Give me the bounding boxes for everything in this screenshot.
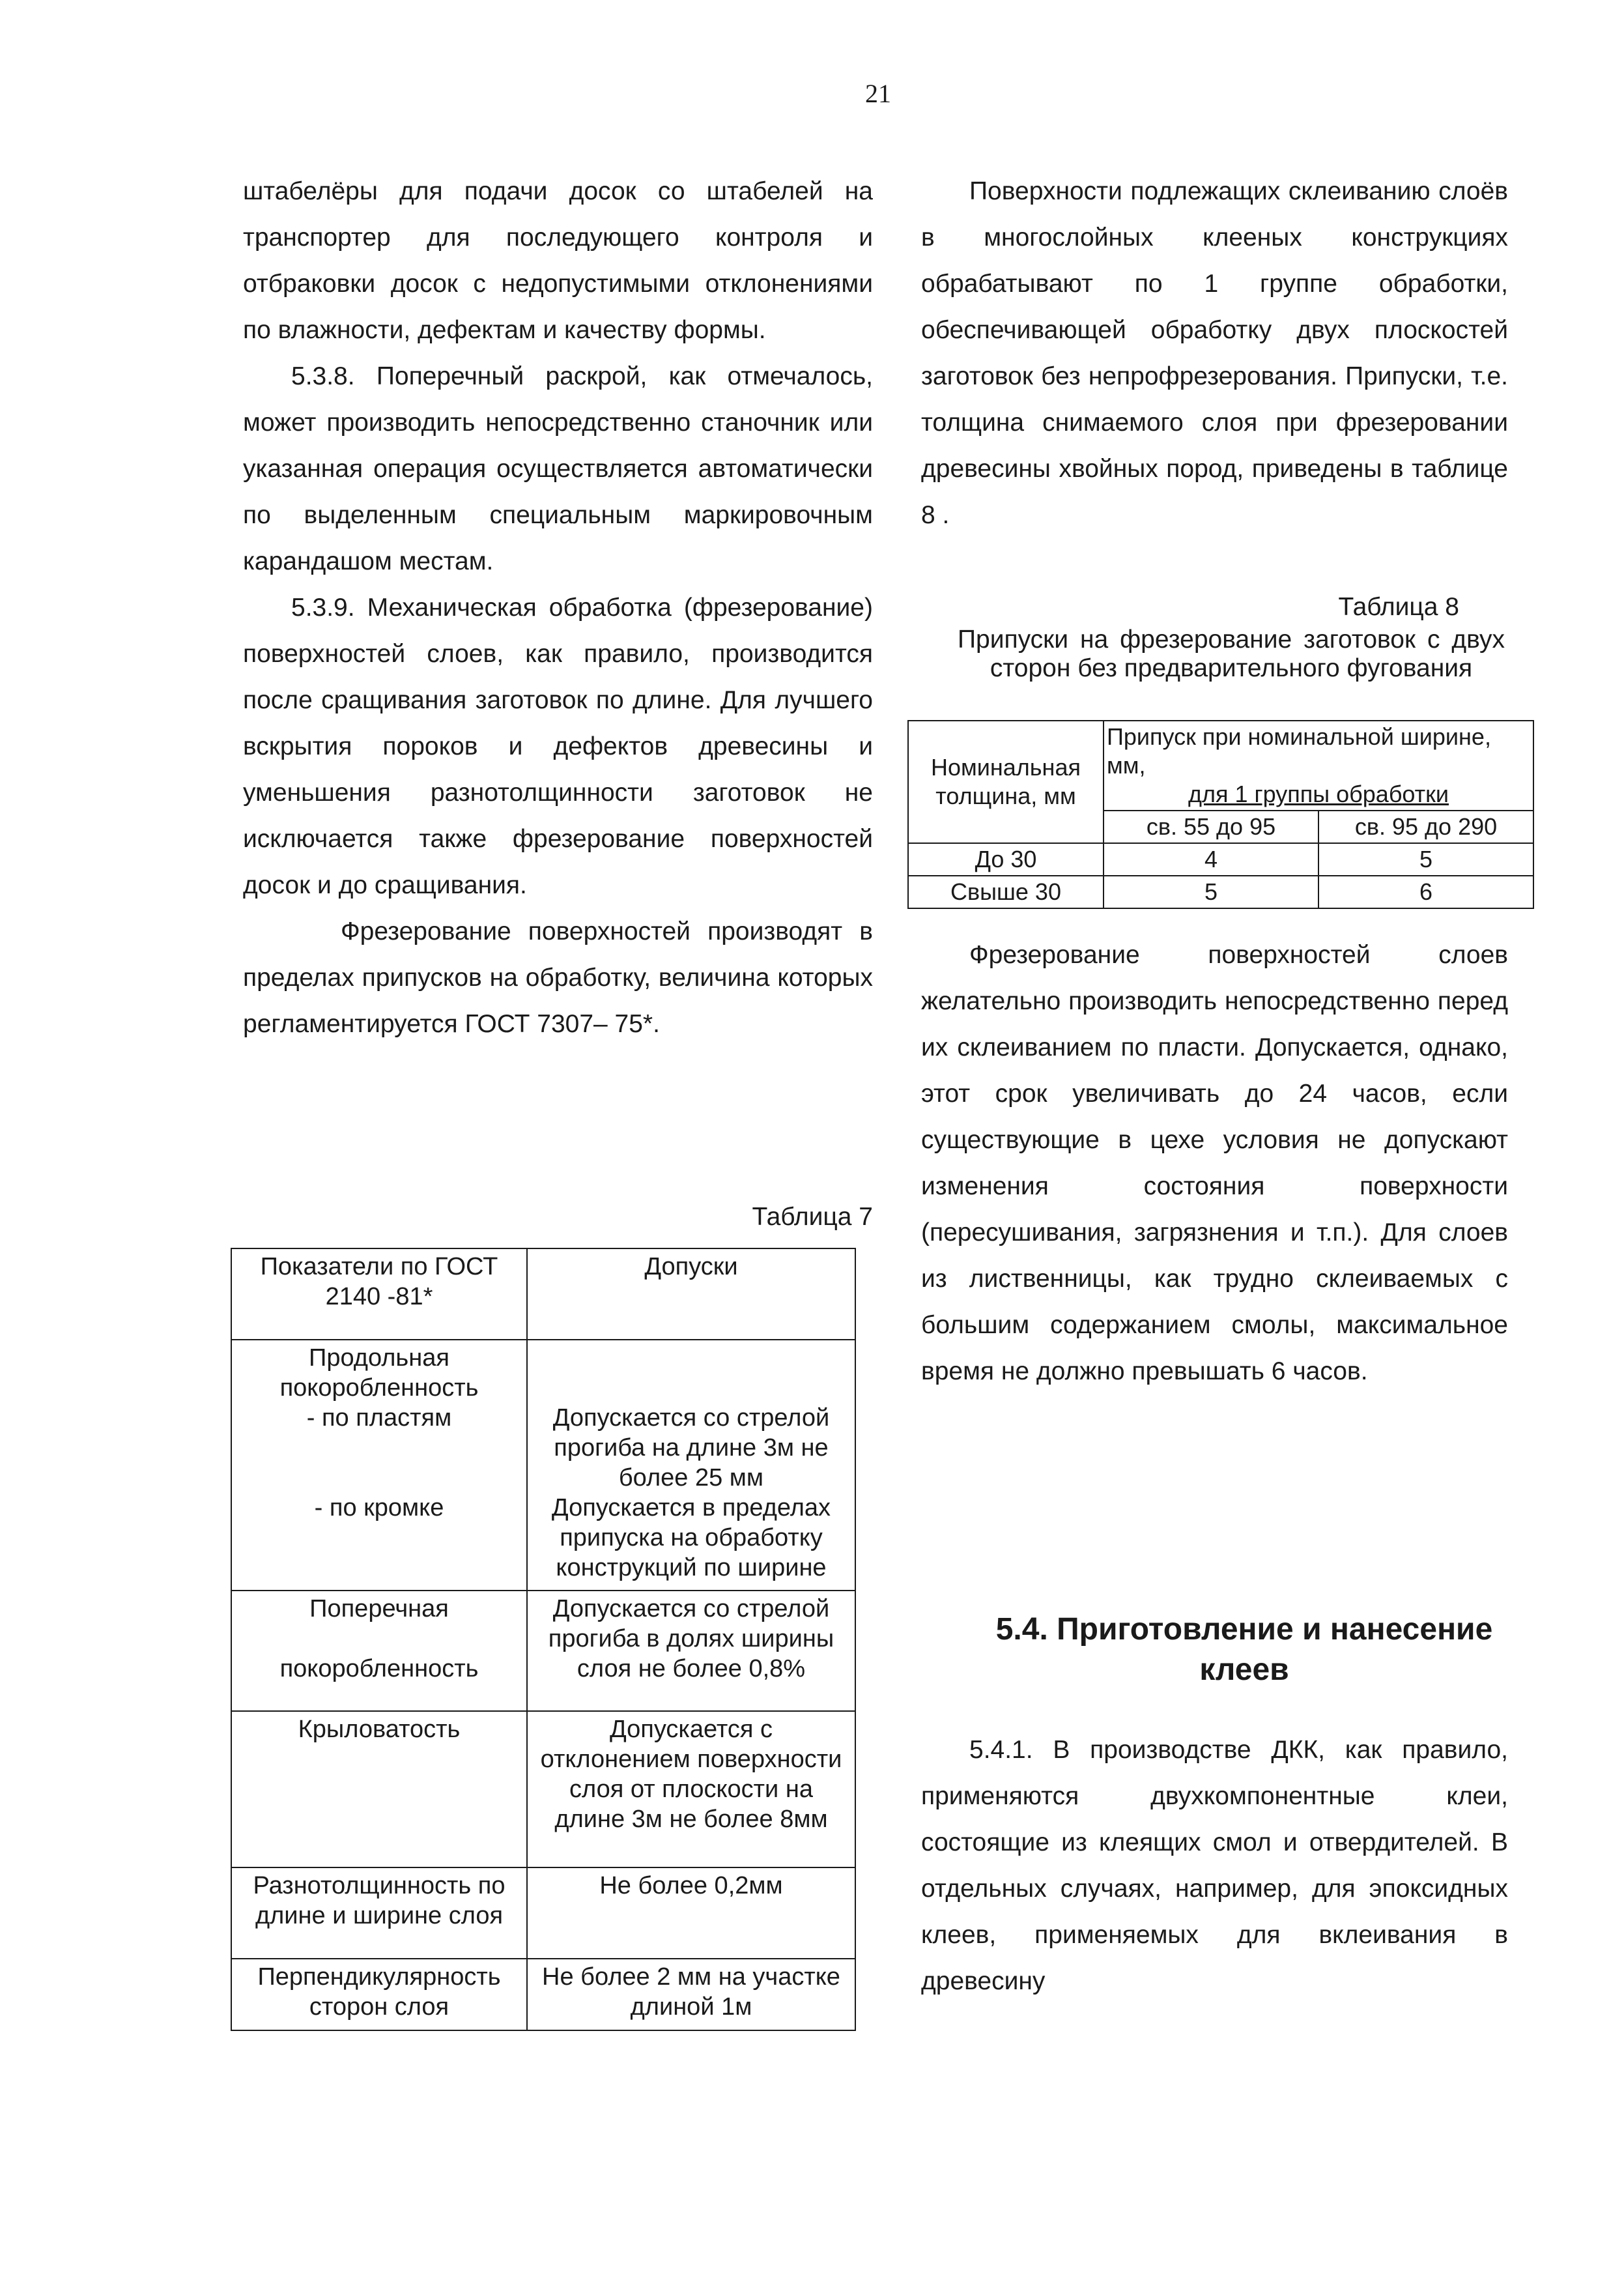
table-header-cell: св. 55 до 95: [1104, 811, 1318, 843]
table-row: [231, 1867, 855, 1959]
table-cell: Крыловатость: [231, 1711, 527, 1867]
right-column-2: [921, 932, 1508, 1394]
table7: [231, 1248, 856, 2031]
table-cell: Допускается со стрелой прогиба на длине 3м не более 25 мм Допускается в пределах припуска на обработку конструкций по ширине: [527, 1340, 855, 1591]
table8-title: Припуски на фрезерование заготовок с двух сторон без предварительного фугования: [958, 626, 1505, 682]
table-row: [231, 1591, 855, 1711]
table-row: [908, 876, 1533, 908]
paragraph: штабелёры для подачи досок со штабелей на транспортер для последующего контроля и отбраковки досок с недопустимыми отклонениями по влажности, дефектам и качеству формы.: [243, 177, 873, 344]
table-cell: 4: [1104, 843, 1318, 876]
table-cell: Не более 0,2мм: [527, 1867, 855, 1959]
table-cell: Допускается со стрелой прогиба в долях ширины слоя не более 0,8%: [527, 1591, 855, 1711]
table-row: [231, 1959, 855, 2030]
table-cell: Не более 2 мм на участке длиной 1м: [527, 1959, 855, 2030]
table-header-cell: Номинальная толщина, мм: [908, 721, 1104, 843]
table8: [907, 720, 1534, 909]
section-heading: 5.4. Приготовление и нанесение клеев: [995, 1612, 1493, 1687]
table-row: [231, 1711, 855, 1867]
table-cell: Перпендикулярность сторон слоя: [231, 1959, 527, 2030]
table7-caption: Таблица 7: [752, 1203, 873, 1231]
table-cell: Продольная покоробленность - по пластям - по кромке: [231, 1340, 527, 1591]
table-row: [231, 1340, 855, 1591]
table-cell: 5: [1104, 876, 1318, 908]
paragraph: Поверхности подлежащих склеиванию слоёв в многослойных клееных конструкциях обрабатывают по 1 группе обработки, обеспечивающей обработку двух плоскостей заготовок без непрофрезерования. Припуски, т.е. толщина снимаемого слоя при фрезеровании древесины хвойных пород, приведены в таблице 8 .: [921, 177, 1508, 529]
page-number: 21: [865, 79, 891, 108]
table-header-row: [908, 721, 1533, 811]
table-cell: Разнотолщинность по длине и ширине слоя: [231, 1867, 527, 1959]
paragraph-5-3-9: 5.3.9. Механическая обработка (фрезерование) поверхностей слоев, как правило, производится после сращивания заготовок по длине. Для лучшего вскрытия пороков и дефектов древесины и уменьшения разнотолщинности заготовок не исключается также фрезерование поверхностей досок и до сращивания.: [243, 594, 873, 899]
table-row: [908, 843, 1533, 876]
table-cell: 6: [1318, 876, 1533, 908]
allowance-label: Припуск при номинальной ширине, мм,: [1107, 723, 1491, 779]
paragraph-5-3-8: 5.3.8. Поперечный раскрой, как отмечалось, может производить непосредственно станочник или указанная операция осуществляется автоматически по выделенным специальным маркировочным карандашом местам.: [243, 362, 873, 575]
paragraph: Фрезерование поверхностей производят в пределах припусков на обработку, величина которых регламентируется ГОСТ 7307– 75*.: [243, 917, 873, 1038]
right-column: [921, 168, 1508, 538]
paragraph-5-4-1: 5.4.1. В производстве ДКК, как правило, применяются двухкомпонентные клеи, состоящие из клеящих смол и отвердителей. В отдельных случаях, например, для эпоксидных клеев, применяемых для вклеивания в древесину: [921, 1736, 1508, 1995]
paragraph: Фрезерование поверхностей слоев желательно производить непосредственно перед их склеиванием по пласти. Допускается, однако, этот срок увеличивать до 24 часов, если существующие в цехе условия не допускают изменения состояния поверхности (пересушивания, загрязнения и т.п.). Для слоев из лиственницы, как трудно склеиваемых с большим содержанием смолы, максимальное время не должно превышать 6 часов.: [921, 941, 1508, 1385]
table-header-cell: [1104, 721, 1533, 811]
table-cell: 5: [1318, 843, 1533, 876]
table-cell: Допускается с отклонением поверхности слоя от плоскости на длине 3м не более 8мм: [527, 1711, 855, 1867]
table-cell: До 30: [908, 843, 1104, 876]
table-header-cell: Допуски: [527, 1248, 855, 1340]
group-label: для 1 группы обработки: [1188, 781, 1449, 807]
table-header-row: [231, 1248, 855, 1340]
table-header-cell: Показатели по ГОСТ 2140 -81*: [231, 1248, 527, 1340]
table8-caption: Таблица 8: [1338, 593, 1459, 621]
table-cell: Свыше 30: [908, 876, 1104, 908]
right-column-3: [921, 1727, 1508, 2004]
table-cell: Поперечная покоробленность: [231, 1591, 527, 1711]
left-column: [243, 168, 873, 1047]
table-header-cell: св. 95 до 290: [1318, 811, 1533, 843]
